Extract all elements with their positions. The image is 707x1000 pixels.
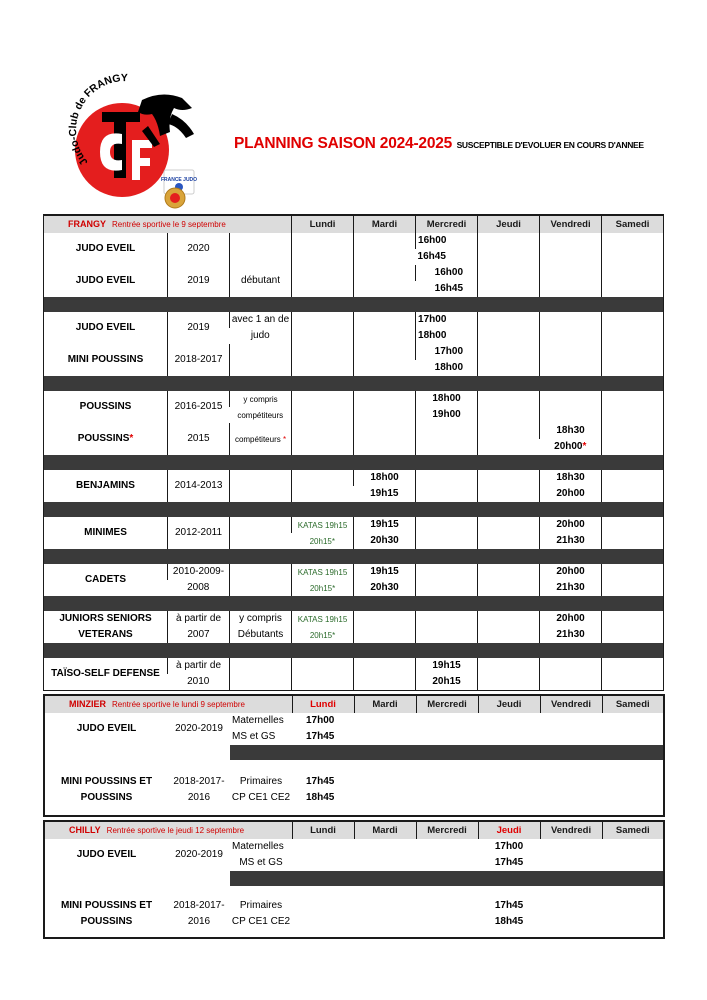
table-cell: 17h00 xyxy=(416,344,478,360)
table-cell: y compris xyxy=(230,391,292,407)
table-cell xyxy=(416,423,478,455)
logo-club-name: Judo-Club de FRANGY xyxy=(66,72,128,168)
table-cell xyxy=(292,312,354,376)
frangy-table xyxy=(43,214,664,691)
table-cell: POUSSINS xyxy=(79,401,132,412)
table-cell: 20h00 xyxy=(540,611,602,627)
table-cell: 19h15 xyxy=(354,564,416,580)
chilly-table xyxy=(43,820,665,939)
table-cell: MINIMES xyxy=(84,527,127,538)
table-cell xyxy=(602,564,664,596)
table-cell: compétiteurs xyxy=(237,410,284,420)
table-cell xyxy=(416,564,478,596)
table-cell xyxy=(292,391,354,455)
table-cell xyxy=(44,760,664,774)
table-cell xyxy=(354,658,416,691)
table-cell: Débutants xyxy=(230,627,292,643)
table-cell: judo xyxy=(250,330,270,341)
table-cell: 16h45 xyxy=(434,283,464,294)
table-cell: Primaires xyxy=(239,900,283,911)
table-cell: 17h45 xyxy=(494,900,524,911)
table-cell xyxy=(540,233,602,297)
table-cell xyxy=(44,806,664,816)
day-header-vendredi: Vendredi xyxy=(540,215,602,233)
table-cell xyxy=(354,233,416,297)
table-cell xyxy=(478,391,540,455)
table-cell xyxy=(354,312,416,376)
table-cell: 18h30 xyxy=(540,470,602,486)
table-cell: 16h45 xyxy=(417,251,446,262)
table-cell: CP CE1 CE2 xyxy=(231,792,291,803)
table-row xyxy=(44,233,664,249)
table-cell: à partir de xyxy=(168,658,230,674)
table-cell xyxy=(478,470,540,502)
separator-row xyxy=(44,376,664,391)
table-cell xyxy=(416,470,478,502)
table-cell xyxy=(540,658,602,691)
title-main: PLANNING SAISON 2024-2025 xyxy=(234,135,453,152)
table-cell: 20h15* xyxy=(292,580,354,596)
day-header-jeudi: Jeudi xyxy=(478,821,540,839)
table-cell xyxy=(602,233,664,297)
table-cell xyxy=(478,611,540,643)
table-cell xyxy=(44,502,664,517)
day-header-samedi: Samedi xyxy=(602,215,664,233)
table-cell xyxy=(354,391,416,455)
table-cell: débutant xyxy=(230,265,292,297)
page-title xyxy=(234,135,644,153)
table-cell xyxy=(540,312,602,376)
day-header-lundi: Lundi xyxy=(292,215,354,233)
minzier-location: MINZIER Rentrée sportive le lundi 9 septembre xyxy=(44,695,292,713)
club-logo xyxy=(52,70,214,210)
table-cell: 17h00 xyxy=(306,715,335,726)
table-cell: 20h00 xyxy=(540,564,602,580)
table-cell xyxy=(416,611,478,643)
table-cell: compétiteurs * xyxy=(230,423,292,455)
table-cell: Maternelles xyxy=(232,715,284,726)
table-cell: 18h00 xyxy=(416,328,478,344)
table-cell xyxy=(44,871,230,886)
table-cell xyxy=(602,470,664,502)
table-cell: 2007 xyxy=(168,627,230,643)
table-row xyxy=(44,611,664,627)
table-cell: 2016 xyxy=(187,916,211,927)
table-cell: 20h00 xyxy=(540,486,602,502)
table-cell xyxy=(44,643,664,658)
table-cell: 20h15 xyxy=(416,674,478,691)
table-cell xyxy=(44,549,664,564)
table-cell: 2016-2015 xyxy=(168,391,230,423)
table-cell: à partir de xyxy=(168,611,230,627)
table-cell xyxy=(602,391,664,455)
table-cell xyxy=(44,886,664,898)
day-header-jeudi: Jeudi xyxy=(478,695,540,713)
table-row xyxy=(44,627,664,643)
table-cell: 17h00 xyxy=(416,312,478,328)
table-cell xyxy=(354,611,416,643)
table-cell: 19h15 xyxy=(354,517,416,533)
table-row xyxy=(44,312,664,328)
table-cell: MS et GS xyxy=(239,857,283,868)
table-cell: 17h45 xyxy=(306,731,335,742)
separator-row xyxy=(44,745,664,760)
day-header-mercredi: Mercredi xyxy=(416,215,478,233)
minzier-table xyxy=(43,694,665,817)
table-cell: 2018-2017 xyxy=(168,344,230,376)
table-cell: 20h15* xyxy=(309,536,335,546)
separator-row xyxy=(44,871,664,886)
table-cell: 16h00 xyxy=(416,233,478,249)
table-cell: KATAS 19h15 xyxy=(292,564,354,580)
table-cell xyxy=(478,233,540,297)
table-cell xyxy=(602,611,664,643)
table-cell xyxy=(44,745,230,760)
day-header-vendredi: Vendredi xyxy=(540,821,602,839)
table-cell: KATAS 19h15 xyxy=(292,517,354,533)
table-cell: 21h30 xyxy=(540,580,602,596)
table-cell xyxy=(44,297,664,312)
frangy-header-row xyxy=(44,215,664,233)
table-row xyxy=(44,658,664,674)
table-row xyxy=(44,898,664,914)
day-header-jeudi: Jeudi xyxy=(478,215,540,233)
separator-row xyxy=(44,596,664,611)
table-cell: 2020-2019 xyxy=(175,849,223,860)
table-cell xyxy=(602,312,664,376)
table-row xyxy=(44,564,664,580)
table-cell: KATAS 19h15 xyxy=(292,611,354,627)
table-row xyxy=(44,713,664,729)
separator-row xyxy=(44,455,664,470)
table-cell xyxy=(478,312,540,376)
table-cell xyxy=(230,564,292,596)
table-row xyxy=(44,839,664,855)
table-row xyxy=(44,470,664,486)
day-header-mardi: Mardi xyxy=(354,215,416,233)
table-cell: 2020-2019 xyxy=(175,723,223,734)
table-cell: POUSSINS xyxy=(80,792,133,803)
table-cell: 20h30 xyxy=(354,580,416,596)
table-cell: 17h00 xyxy=(494,841,524,852)
table-cell xyxy=(44,596,664,611)
table-cell: 20h15* xyxy=(292,627,354,643)
table-cell xyxy=(292,658,354,691)
table-row xyxy=(44,774,664,790)
day-header-lundi: Lundi xyxy=(292,821,354,839)
table-cell: 2016 xyxy=(187,792,211,803)
table-cell xyxy=(354,774,664,806)
table-cell xyxy=(44,376,664,391)
table-cell xyxy=(602,658,664,691)
table-cell: Primaires xyxy=(239,776,283,787)
table-cell: 2020 xyxy=(168,233,230,265)
chilly-header-row xyxy=(44,821,664,839)
table-cell: Maternelles xyxy=(232,841,284,852)
table-cell xyxy=(478,658,540,691)
table-cell: 18h30 xyxy=(540,423,602,439)
table-cell xyxy=(44,930,664,938)
day-header-mardi: Mardi xyxy=(354,821,416,839)
table-cell: POUSSINS xyxy=(80,916,133,927)
table-cell: CADETS xyxy=(84,574,127,585)
table-cell: 18h45 xyxy=(306,792,335,803)
table-cell: JUDO EVEIL xyxy=(75,275,136,286)
table-row xyxy=(44,391,664,407)
table-cell xyxy=(230,871,664,886)
table-cell: 2018-2017- xyxy=(173,776,225,787)
table-cell: JUDO EVEIL xyxy=(75,243,136,254)
separator-row xyxy=(44,643,664,658)
separator-row xyxy=(44,549,664,564)
day-header-vendredi: Vendredi xyxy=(540,695,602,713)
medal-center-icon xyxy=(170,193,180,203)
chilly-location: CHILLY Rentrée sportive le jeudi 12 septembre xyxy=(44,821,292,839)
table-cell xyxy=(540,839,664,871)
table-cell: 18h00 xyxy=(434,362,464,373)
day-header-mardi: Mardi xyxy=(354,695,416,713)
separator-row xyxy=(44,297,664,312)
table-cell: 2014-2013 xyxy=(168,470,230,502)
table-row xyxy=(44,517,664,533)
france-judo-text: FRANCE JUDO xyxy=(160,177,198,183)
table-cell: MINI POUSSINS ET xyxy=(60,776,153,787)
table-cell xyxy=(292,839,478,871)
table-cell: MS et GS xyxy=(232,731,276,742)
table-cell: 20h30 xyxy=(354,533,416,549)
table-cell: 16h00 xyxy=(416,265,478,281)
table-cell: 18h00 xyxy=(416,391,478,407)
table-cell: CP CE1 CE2 xyxy=(231,916,291,927)
table-cell xyxy=(44,455,664,470)
separator-row xyxy=(44,502,664,517)
table-cell: 20h00* xyxy=(554,441,587,452)
day-header-mercredi: Mercredi xyxy=(416,821,478,839)
table-cell xyxy=(230,470,292,502)
minzier-header-row xyxy=(44,695,664,713)
table-cell: JUDO EVEIL xyxy=(76,723,137,734)
table-cell: 21h30 xyxy=(540,627,602,643)
title-sub: SUSCEPTIBLE D'EVOLUER EN COURS D'ANNEE xyxy=(456,140,644,150)
table-cell xyxy=(354,713,664,745)
table-cell xyxy=(292,470,354,502)
table-cell: BENJAMINS xyxy=(76,480,135,491)
table-cell: 2008 xyxy=(187,582,210,593)
table-cell: 2019 xyxy=(168,312,230,344)
table-cell xyxy=(230,658,292,691)
table-cell: 18h00 xyxy=(354,470,416,486)
table-cell: TAÏSO-SELF DEFENSE xyxy=(51,668,160,679)
table-cell xyxy=(416,517,478,549)
table-cell xyxy=(540,898,664,930)
table-cell: 2010-2009- xyxy=(168,564,230,580)
table-cell xyxy=(230,344,292,376)
table-cell: y compris xyxy=(230,611,292,627)
table-cell: MINI POUSSINS xyxy=(67,354,144,365)
table-cell: MINI POUSSINS ET xyxy=(60,900,153,911)
table-cell xyxy=(602,517,664,549)
table-cell: JUDO EVEIL xyxy=(75,322,136,333)
table-cell: 2018-2017- xyxy=(173,900,225,911)
table-cell: JUNIORS SENIORS xyxy=(59,613,152,624)
table-cell: 2010 xyxy=(187,676,210,687)
table-cell: 2012-2011 xyxy=(168,517,230,549)
table-cell: 20h00 xyxy=(540,517,602,533)
day-header-samedi: Samedi xyxy=(602,821,664,839)
table-cell: 17h45 xyxy=(306,776,335,787)
table-cell xyxy=(230,745,664,760)
table-cell: POUSSINS* xyxy=(77,433,134,444)
table-cell xyxy=(540,391,602,423)
table-cell: VETERANS xyxy=(78,629,133,640)
table-cell: 19h00 xyxy=(416,407,478,423)
table-cell: 2015 xyxy=(168,423,230,455)
table-cell: 19h15 xyxy=(370,488,399,499)
table-cell xyxy=(478,564,540,596)
table-cell xyxy=(230,233,292,265)
table-cell xyxy=(292,898,478,930)
table-row xyxy=(44,760,664,774)
table-cell xyxy=(230,517,292,549)
table-cell: 19h15 xyxy=(416,658,478,674)
table-cell xyxy=(292,233,354,297)
table-cell: 17h45 xyxy=(494,857,524,868)
table-cell xyxy=(478,517,540,549)
table-cell: 2019 xyxy=(168,265,230,297)
table-cell: avec 1 an de xyxy=(230,312,292,328)
day-header-samedi: Samedi xyxy=(602,695,664,713)
day-header-mercredi: Mercredi xyxy=(416,695,478,713)
day-header-lundi: Lundi xyxy=(292,695,354,713)
table-cell: JUDO EVEIL xyxy=(76,849,137,860)
frangy-location: FRANGY Rentrée sportive le 9 septembre xyxy=(44,215,292,233)
table-cell: 21h30 xyxy=(540,533,602,549)
table-cell: 18h45 xyxy=(494,916,524,927)
